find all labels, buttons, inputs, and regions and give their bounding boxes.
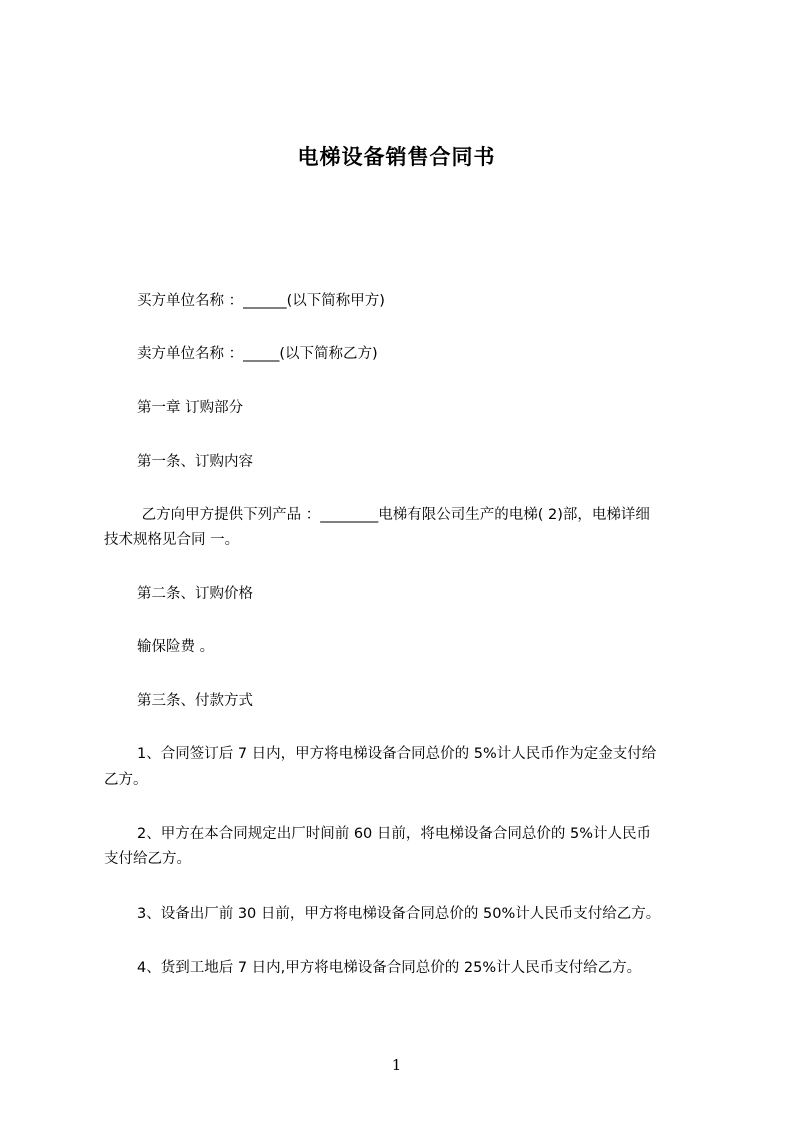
document-title: 电梯设备销售合同书 xyxy=(297,145,496,169)
payment-clause-line: 2、甲方在本合同规定出厂时间前 60 日前，将电梯设备合同总价的 5%计人民币 xyxy=(137,826,652,842)
paragraph-line: 输保险费 。 xyxy=(137,639,215,655)
payment-clause-line: 1、合同签订后 7 日内，甲方将电梯设备合同总价的 5%计人民币作为定金支付给 xyxy=(137,746,657,762)
payment-clause-line: 乙方。 xyxy=(104,772,148,788)
payment-clause-line: 3、设备出厂前 30 日前，甲方将电梯设备合同总价的 50%计人民币支付给乙方。 xyxy=(137,906,661,922)
paragraph-line: 技术规格见合同 一。 xyxy=(104,532,240,548)
buyer-name-line: 买方单位名称 ：______(以下简称甲方) xyxy=(137,293,385,309)
article-heading: 第二条、订购价格 xyxy=(137,586,253,602)
article-heading: 第一条、订购内容 xyxy=(137,454,253,470)
page-number: 1 xyxy=(391,1056,402,1074)
paragraph-line: 乙方向甲方提供下列产品 ：________电梯有限公司生产的电梯( 2)部，电梯详细 xyxy=(137,507,650,523)
seller-name-line: 卖方单位名称 ：_____(以下简称乙方) xyxy=(137,346,378,362)
payment-clause-line: 支付给乙方。 xyxy=(104,851,191,867)
article-heading: 第三条、付款方式 xyxy=(137,693,253,709)
payment-clause-line: 4、货到工地后 7 日内,甲方将电梯设备合同总价的 25%计人民币支付给乙方。 xyxy=(137,960,642,976)
chapter-heading: 第一章 订购部分 xyxy=(137,400,244,416)
